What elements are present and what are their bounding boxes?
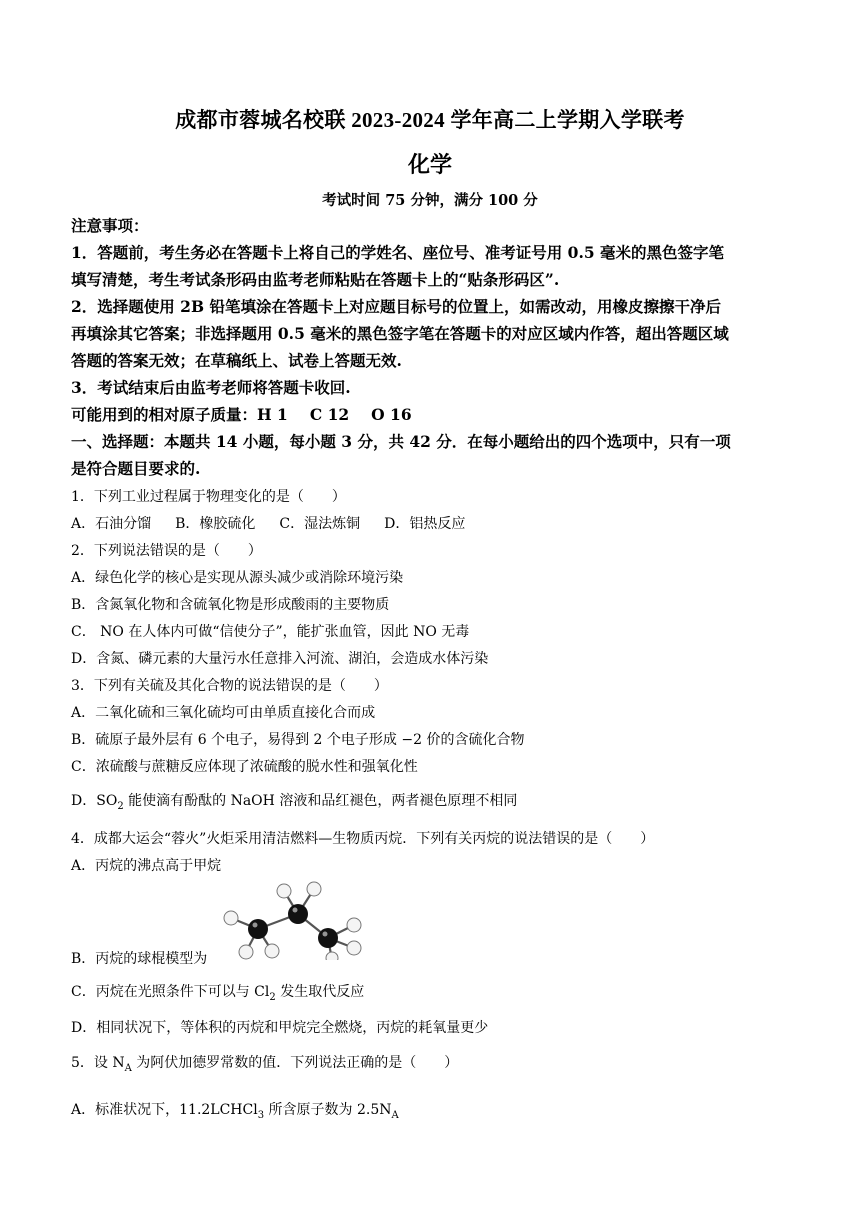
q4-option-c-prefix: C．丙烷在光照条件下可以与 <box>71 984 255 1000</box>
na-letter: N <box>112 1055 125 1071</box>
subject-title: 化学 <box>407 152 452 178</box>
so2-formula: SO <box>96 793 118 809</box>
q5-option-a-mid: 所含原子数为 <box>264 1102 357 1118</box>
q2-option-d: D．含氮、磷元素的大量污水任意排入河流、湖泊，会造成水体污染 <box>71 651 489 667</box>
q3-stem: 3．下列有关硫及其化合物的说法错误的是（ ） <box>71 678 388 694</box>
q3-option-d <box>71 790 791 812</box>
q5-stem <box>71 1052 791 1074</box>
q1-option-c: C．湿法炼铜 <box>279 516 361 532</box>
atomic-mass-c: C 12 <box>309 405 350 424</box>
q5-option-a-prefix: A．标准状况下， <box>71 1102 180 1118</box>
notice-item-3: 3．考试结束后由监考老师将答题卡收回. <box>71 378 351 397</box>
chcl3-subscript: 3 <box>257 1109 265 1121</box>
q3-option-d-prefix: D． <box>71 793 97 809</box>
atomic-mass-h: H 1 <box>257 405 288 424</box>
na-symbol <box>112 1055 132 1074</box>
page-title: 成都市蓉城名校联 2023-2024 学年高二上学期入学联考 <box>175 108 685 132</box>
q3-option-d-formula <box>96 793 124 812</box>
atomic-mass-line <box>71 403 791 425</box>
atom-count-subscript: A <box>391 1109 399 1121</box>
notice-item-2-line-2: 再填涂其它答案；非选择题用 0.5 毫米的黑色签字笔在答题卡的对应区域内作答，超出答题区域 <box>71 324 729 343</box>
cl2-subscript: 2 <box>269 991 276 1003</box>
q3-option-b: B．硫原子最外层有 6 个电子，易得到 2 个电子形成 −2 价的含硫化合物 <box>71 732 525 748</box>
q4-option-a: A．丙烷的沸点高于甲烷 <box>71 858 222 874</box>
notice-item-2-line-3: 答题的答案无效；在草稿纸上、试卷上答题无效. <box>71 351 402 370</box>
chcl3-text: 11.2LCHCl <box>179 1102 258 1118</box>
q4-option-c <box>71 981 791 1003</box>
notice-heading: 注意事项： <box>71 216 149 235</box>
section-1-heading-line-1: 一、选择题：本题共 14 小题，每小题 3 分，共 42 分．在每小题给出的四个选项中，只有一项 <box>71 432 731 451</box>
q1-option-b: B．橡胶硫化 <box>175 516 256 532</box>
q2-stem: 2．下列说法错误的是（ ） <box>71 543 262 559</box>
q1-option-d: D．铝热反应 <box>384 516 466 532</box>
q2-option-c: C． NO 在人体内可做“信使分子”，能扩张血管，因此 NO 无毒 <box>71 624 470 640</box>
atomic-mass-o: O 16 <box>371 405 412 424</box>
so2-subscript: 2 <box>117 800 124 812</box>
q2-option-a: A．绿色化学的核心是实现从源头减少或消除环境污染 <box>71 570 404 586</box>
notice-item-1-line-1: 1．答题前，考生务必在答题卡上将自己的学姓名、座位号、准考证号用 0.5 毫米的黑色签字笔 <box>71 243 725 262</box>
na-subscript: A <box>124 1062 132 1074</box>
q5-option-a <box>71 1099 791 1121</box>
q4-stem: 4．成都大运会“蓉火”火炬采用清洁燃料—生物质丙烷．下列有关丙烷的说法错误的是（ ） <box>71 831 655 847</box>
q3-option-c: C．浓硫酸与蔗糖反应体现了浓硫酸的脱水性和强氧化性 <box>71 759 418 775</box>
atomic-mass-label: 可能用到的相对原子质量： <box>71 405 258 424</box>
q3-option-d-text: 能使滴有酚酞的 NaOH 溶液和品红褪色，两者褪色原理不相同 <box>123 793 518 809</box>
q1-option-a: A．石油分馏 <box>71 516 152 532</box>
q5-stem-text: 为阿伏加德罗常数的值．下列说法正确的是（ ） <box>131 1055 459 1071</box>
q5-stem-prefix: 5．设 <box>71 1055 113 1071</box>
cl2-formula <box>254 984 276 1003</box>
atom-count-number: 2.5N <box>357 1102 392 1118</box>
q3-option-a: A．二氧化硫和三氧化硫均可由单质直接化合而成 <box>71 705 376 721</box>
q1-stem: 1．下列工业过程属于物理变化的是（ ） <box>71 489 346 505</box>
section-1-heading-line-2: 是符合题目要求的. <box>71 459 201 478</box>
exam-info: 考试时间 75 分钟，满分 100 分 <box>322 192 538 209</box>
notice-item-1-line-2: 填写清楚，考生考试条形码由监考老师粘贴在答题卡上的“贴条形码区”. <box>71 270 560 289</box>
notice-item-2-line-1: 2．选择题使用 2B 铅笔填涂在答题卡上对应题目标号的位置上，如需改动，用橡皮擦擦干净后 <box>71 297 721 316</box>
q4-option-b: B．丙烷的球棍模型为 <box>71 951 208 967</box>
q2-option-b: B．含氮氧化物和含硫氧化物是形成酸雨的主要物质 <box>71 597 390 613</box>
chcl3-formula <box>179 1102 265 1121</box>
q4-option-d: D．相同状况下，等体积的丙烷和甲烷完全燃烧，丙烷的耗氧量更少 <box>71 1020 489 1036</box>
atom-count-value <box>357 1102 399 1121</box>
q4-option-c-text: 发生取代反应 <box>275 984 365 1000</box>
q1-options <box>71 513 791 533</box>
cl2-symbol: Cl <box>254 984 270 1000</box>
